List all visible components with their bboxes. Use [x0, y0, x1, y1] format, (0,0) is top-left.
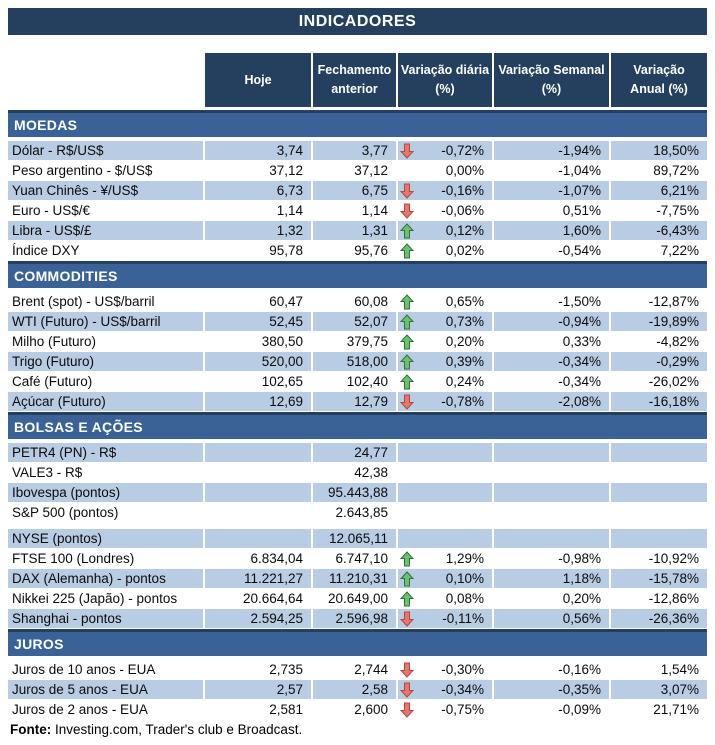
cell-hoje: 11.221,27: [205, 569, 311, 588]
row-label: Café (Futuro): [8, 372, 203, 391]
cell-variacao-anual: -15,78%: [611, 569, 707, 588]
table-row: [8, 392, 707, 411]
row-label: Peso argentino - $/US$: [8, 161, 203, 180]
variacao-diaria-value: -0,78%: [441, 394, 484, 409]
variacao-diaria-value: 0,12%: [445, 223, 484, 238]
cell-variacao-diaria: [398, 201, 492, 220]
variacao-diaria-value: 0,10%: [445, 571, 484, 586]
table-row: [8, 549, 707, 568]
arrow-slot-empty: [400, 504, 415, 521]
row-label: Milho (Futuro): [8, 332, 203, 351]
cell-variacao-semanal: -0,35%: [494, 680, 609, 699]
variacao-diaria-value: -0,06%: [441, 203, 484, 218]
row-label: Ibovespa (pontos): [8, 483, 203, 502]
cell-variacao-anual: -26,36%: [611, 609, 707, 628]
cell-fechamento-anterior: 12.065,11: [313, 529, 396, 548]
cell-fechamento-anterior: 102,40: [313, 372, 396, 391]
cell-variacao-anual: 21,71%: [611, 700, 707, 719]
up-arrow-icon: [400, 550, 415, 567]
cell-variacao-diaria: [398, 680, 492, 699]
cell-variacao-anual: -12,86%: [611, 589, 707, 608]
row-label: Yuan Chinês - ¥/US$: [8, 181, 203, 200]
cell-hoje: 95,78: [205, 241, 311, 260]
cell-variacao-semanal: -1,50%: [494, 292, 609, 311]
cell-variacao-diaria: [398, 312, 492, 331]
cell-hoje: [205, 529, 311, 548]
cell-hoje: 1,14: [205, 201, 311, 220]
cell-hoje: 1,32: [205, 221, 311, 240]
source-text: Investing.com, Trader's club e Broadcast.: [51, 722, 303, 737]
cell-variacao-anual: -26,02%: [611, 372, 707, 391]
cell-variacao-anual: [611, 483, 707, 502]
variacao-diaria-value: -0,11%: [442, 611, 484, 626]
cell-variacao-semanal: 1,60%: [494, 221, 609, 240]
cell-hoje: 2,581: [205, 700, 311, 719]
cell-fechamento-anterior: 6.747,10: [313, 549, 396, 568]
variacao-diaria-value: -0,72%: [441, 143, 484, 158]
cell-fechamento-anterior: 60,08: [313, 292, 396, 311]
arrow-slot-empty: [400, 484, 415, 501]
table-row: [8, 221, 707, 240]
up-arrow-icon: [400, 313, 415, 330]
cell-variacao-anual: -6,43%: [611, 221, 707, 240]
cell-variacao-anual: 18,50%: [611, 141, 707, 160]
variacao-diaria-value: 0,39%: [445, 354, 484, 369]
table-row: [8, 660, 707, 679]
table-row: [8, 700, 707, 719]
cell-fechamento-anterior: 2,58: [313, 680, 396, 699]
cell-hoje: 2,57: [205, 680, 311, 699]
table-row: [8, 312, 707, 331]
cell-variacao-semanal: [494, 483, 609, 502]
cell-hoje: 6.834,04: [205, 549, 311, 568]
cell-variacao-diaria: [398, 332, 492, 351]
cell-variacao-semanal: [494, 463, 609, 482]
cell-variacao-diaria: [398, 463, 492, 482]
row-label: VALE3 - R$: [8, 463, 203, 482]
cell-hoje: [205, 463, 311, 482]
cell-variacao-diaria: [398, 529, 492, 548]
column-header-3: Variação Semanal (%): [494, 53, 609, 107]
source-note: [10, 722, 707, 737]
table-row: [8, 372, 707, 391]
cell-variacao-anual: 1,54%: [611, 660, 707, 679]
variacao-diaria-value: 0,73%: [445, 314, 484, 329]
cell-variacao-semanal: [494, 503, 609, 522]
table-row: [8, 332, 707, 351]
up-arrow-icon: [400, 242, 415, 259]
cell-variacao-diaria: [398, 503, 492, 522]
table-row: [8, 609, 707, 628]
arrow-slot-empty: [400, 530, 415, 547]
cell-variacao-semanal: 0,20%: [494, 589, 609, 608]
cell-variacao-anual: [611, 503, 707, 522]
cell-variacao-semanal: -0,16%: [494, 660, 609, 679]
cell-variacao-anual: -16,18%: [611, 392, 707, 411]
table-row: [8, 352, 707, 371]
column-header-1: Fechamento anterior: [313, 53, 396, 107]
table-row: [8, 292, 707, 311]
column-header-row: [8, 53, 707, 107]
arrow-slot-empty: [400, 444, 415, 461]
column-header-0: Hoje: [205, 53, 311, 107]
cell-fechamento-anterior: 37,12: [313, 161, 396, 180]
cell-hoje: 3,74: [205, 141, 311, 160]
table-row: [8, 483, 707, 502]
cell-fechamento-anterior: 95,76: [313, 241, 396, 260]
cell-variacao-diaria: [398, 609, 492, 628]
cell-variacao-semanal: -0,94%: [494, 312, 609, 331]
cell-variacao-diaria: [398, 589, 492, 608]
cell-fechamento-anterior: 12,79: [313, 392, 396, 411]
cell-variacao-anual: -19,89%: [611, 312, 707, 331]
variacao-diaria-value: 0,65%: [445, 294, 484, 309]
cell-variacao-semanal: -0,98%: [494, 549, 609, 568]
cell-variacao-semanal: 0,51%: [494, 201, 609, 220]
cell-fechamento-anterior: 24,77: [313, 443, 396, 462]
indicators-table-body: [8, 110, 707, 719]
row-label: Juros de 2 anos - EUA: [8, 700, 203, 719]
row-label: Libra - US$/£: [8, 221, 203, 240]
row-label: Shanghai - pontos: [8, 609, 203, 628]
cell-variacao-semanal: -0,54%: [494, 241, 609, 260]
variacao-diaria-value: 0,02%: [445, 243, 484, 258]
variacao-diaria-value: 0,00%: [445, 163, 484, 178]
up-arrow-icon: [400, 590, 415, 607]
row-label: Nikkei 225 (Japão) - pontos: [8, 589, 203, 608]
row-label: PETR4 (PN) - R$: [8, 443, 203, 462]
table-row: [8, 569, 707, 588]
cell-variacao-diaria: [398, 141, 492, 160]
cell-fechamento-anterior: 2.643,85: [313, 503, 396, 522]
cell-variacao-diaria: [398, 700, 492, 719]
variacao-diaria-value: -0,75%: [441, 702, 484, 717]
cell-variacao-diaria: [398, 221, 492, 240]
cell-hoje: 37,12: [205, 161, 311, 180]
row-label: DAX (Alemanha) - pontos: [8, 569, 203, 588]
up-arrow-icon: [400, 353, 415, 370]
down-arrow-icon: [400, 182, 415, 199]
table-row: [8, 529, 707, 548]
variacao-diaria-value: -0,16%: [441, 183, 484, 198]
cell-variacao-diaria: [398, 161, 492, 180]
cell-fechamento-anterior: 2,600: [313, 700, 396, 719]
row-label: WTI (Futuro) - US$/barril: [8, 312, 203, 331]
cell-fechamento-anterior: 2,744: [313, 660, 396, 679]
cell-fechamento-anterior: 518,00: [313, 352, 396, 371]
up-arrow-icon: [400, 570, 415, 587]
variacao-diaria-value: 0,24%: [445, 374, 484, 389]
up-arrow-icon: [400, 222, 415, 239]
cell-variacao-semanal: -1,07%: [494, 181, 609, 200]
source-label: Fonte:: [10, 722, 52, 737]
cell-variacao-diaria: [398, 660, 492, 679]
row-label: Juros de 5 anos - EUA: [8, 680, 203, 699]
table-row: [8, 161, 707, 180]
down-arrow-icon: [400, 610, 415, 627]
down-arrow-icon: [400, 701, 415, 718]
cell-fechamento-anterior: 52,07: [313, 312, 396, 331]
cell-variacao-anual: [611, 443, 707, 462]
cell-variacao-anual: 89,72%: [611, 161, 707, 180]
section-header-bolsas-e-a-es: BOLSAS E AÇÕES: [8, 412, 707, 439]
cell-fechamento-anterior: 3,77: [313, 141, 396, 160]
down-arrow-icon: [400, 393, 415, 410]
cell-fechamento-anterior: 11.210,31: [313, 569, 396, 588]
cell-variacao-anual: 3,07%: [611, 680, 707, 699]
row-label: Trigo (Futuro): [8, 352, 203, 371]
cell-variacao-semanal: -0,34%: [494, 352, 609, 371]
row-label: Juros de 10 anos - EUA: [8, 660, 203, 679]
down-arrow-icon: [400, 202, 415, 219]
cell-hoje: [205, 503, 311, 522]
cell-variacao-anual: -10,92%: [611, 549, 707, 568]
arrow-slot-empty: [400, 464, 415, 481]
table-row: [8, 503, 707, 522]
cell-variacao-semanal: -0,34%: [494, 372, 609, 391]
cell-variacao-anual: -4,82%: [611, 332, 707, 351]
cell-variacao-semanal: 0,33%: [494, 332, 609, 351]
cell-variacao-semanal: [494, 529, 609, 548]
table-row: [8, 463, 707, 482]
cell-hoje: 520,00: [205, 352, 311, 371]
report-title-bar: [8, 8, 707, 35]
variacao-diaria-value: -0,30%: [441, 662, 484, 677]
cell-variacao-anual: 7,22%: [611, 241, 707, 260]
variacao-diaria-value: 0,08%: [445, 591, 484, 606]
page-title: INDICADORES: [298, 12, 417, 30]
cell-variacao-diaria: [398, 352, 492, 371]
table-row: [8, 241, 707, 260]
table-row: [8, 181, 707, 200]
cell-variacao-diaria: [398, 292, 492, 311]
title-gap: [8, 35, 707, 53]
row-label: FTSE 100 (Londres): [8, 549, 203, 568]
cell-hoje: 2,735: [205, 660, 311, 679]
cell-variacao-semanal: -1,94%: [494, 141, 609, 160]
cell-variacao-semanal: -0,09%: [494, 700, 609, 719]
cell-variacao-diaria: [398, 241, 492, 260]
cell-variacao-anual: -7,75%: [611, 201, 707, 220]
cell-hoje: 60,47: [205, 292, 311, 311]
arrow-slot-empty: [400, 162, 415, 179]
section-header-commodities: COMMODITIES: [8, 261, 707, 288]
cell-variacao-diaria: [398, 483, 492, 502]
cell-hoje: 6,73: [205, 181, 311, 200]
table-row: [8, 201, 707, 220]
down-arrow-icon: [400, 142, 415, 159]
cell-hoje: 52,45: [205, 312, 311, 331]
cell-variacao-semanal: 1,18%: [494, 569, 609, 588]
cell-fechamento-anterior: 95.443,88: [313, 483, 396, 502]
cell-fechamento-anterior: 6,75: [313, 181, 396, 200]
column-header-4: Variação Anual (%): [611, 53, 707, 107]
cell-hoje: 12,69: [205, 392, 311, 411]
cell-variacao-diaria: [398, 392, 492, 411]
row-label: NYSE (pontos): [8, 529, 203, 548]
cell-hoje: [205, 443, 311, 462]
cell-hoje: [205, 483, 311, 502]
cell-fechamento-anterior: 42,38: [313, 463, 396, 482]
cell-variacao-diaria: [398, 569, 492, 588]
cell-variacao-semanal: [494, 443, 609, 462]
cell-variacao-diaria: [398, 181, 492, 200]
row-label: S&P 500 (pontos): [8, 503, 203, 522]
row-label: Açúcar (Futuro): [8, 392, 203, 411]
up-arrow-icon: [400, 373, 415, 390]
cell-fechamento-anterior: 1,14: [313, 201, 396, 220]
cell-fechamento-anterior: 379,75: [313, 332, 396, 351]
cell-fechamento-anterior: 20.649,00: [313, 589, 396, 608]
row-label: Brent (spot) - US$/barril: [8, 292, 203, 311]
cell-hoje: 380,50: [205, 332, 311, 351]
down-arrow-icon: [400, 681, 415, 698]
cell-variacao-anual: 6,21%: [611, 181, 707, 200]
cell-fechamento-anterior: 1,31: [313, 221, 396, 240]
table-row: [8, 141, 707, 160]
up-arrow-icon: [400, 333, 415, 350]
down-arrow-icon: [400, 661, 415, 678]
table-row: [8, 443, 707, 462]
column-header-2: Variação diária (%): [398, 53, 492, 107]
cell-variacao-diaria: [398, 549, 492, 568]
up-arrow-icon: [400, 293, 415, 310]
cell-variacao-diaria: [398, 443, 492, 462]
cell-variacao-anual: [611, 529, 707, 548]
cell-variacao-semanal: -1,04%: [494, 161, 609, 180]
section-header-moedas: MOEDAS: [8, 110, 707, 137]
cell-fechamento-anterior: 2.596,98: [313, 609, 396, 628]
cell-hoje: 102,65: [205, 372, 311, 391]
table-row: [8, 680, 707, 699]
row-label: Dólar - R$/US$: [8, 141, 203, 160]
variacao-diaria-value: 1,29%: [445, 551, 484, 566]
cell-variacao-anual: -0,29%: [611, 352, 707, 371]
row-label: Euro - US$/€: [8, 201, 203, 220]
table-row: [8, 589, 707, 608]
cell-variacao-anual: -12,87%: [611, 292, 707, 311]
cell-hoje: 2.594,25: [205, 609, 311, 628]
variacao-diaria-value: 0,20%: [445, 334, 484, 349]
column-header-empty: [8, 53, 203, 107]
cell-hoje: 20.664,64: [205, 589, 311, 608]
variacao-diaria-value: -0,34%: [441, 682, 484, 697]
row-label: Índice DXY: [8, 241, 203, 260]
cell-variacao-semanal: 0,56%: [494, 609, 609, 628]
cell-variacao-semanal: -2,08%: [494, 392, 609, 411]
section-header-juros: JUROS: [8, 629, 707, 656]
cell-variacao-anual: [611, 463, 707, 482]
cell-variacao-diaria: [398, 372, 492, 391]
